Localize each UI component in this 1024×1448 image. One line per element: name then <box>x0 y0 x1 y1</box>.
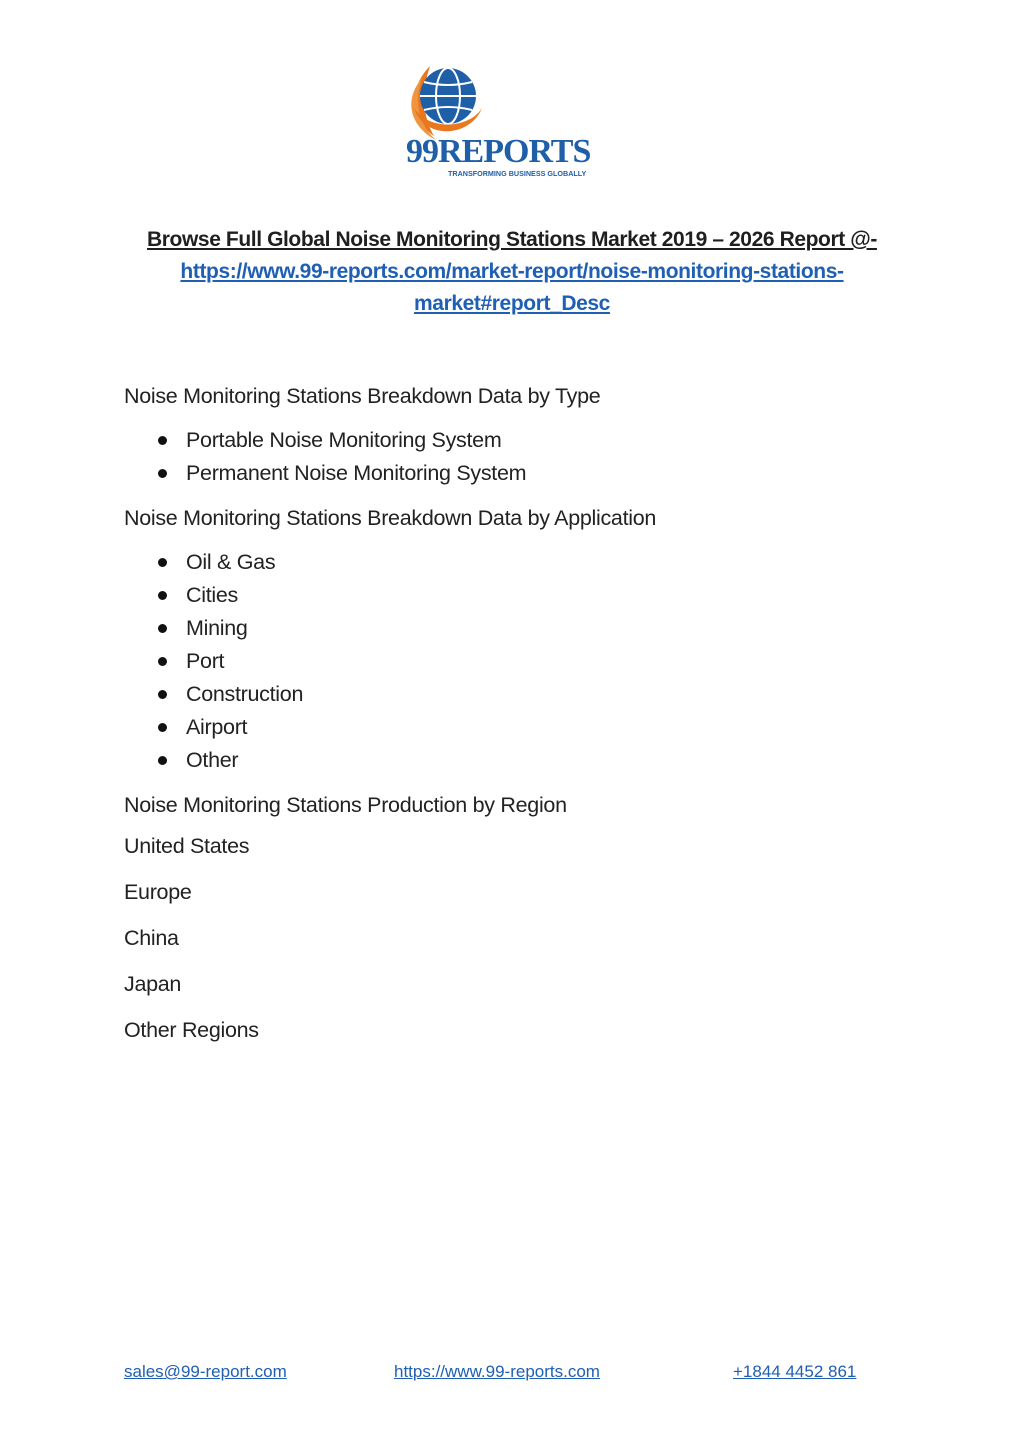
list-item <box>124 744 904 777</box>
list-item-text: Construction <box>186 682 304 706</box>
bullet-icon <box>158 690 167 699</box>
bullet-icon <box>158 436 167 445</box>
report-url-line-2: market#report_Desc <box>414 292 610 315</box>
footer-email-link[interactable]: sales@99-report.com <box>124 1362 287 1381</box>
bullet-icon <box>158 591 167 600</box>
list-item <box>124 711 904 744</box>
type-list <box>124 424 904 490</box>
bullet-icon <box>158 624 167 633</box>
list-item <box>124 424 904 457</box>
list-item <box>124 678 904 711</box>
list-item-text: Permanent Noise Monitoring System <box>186 461 527 485</box>
region-item: Other Regions <box>124 1018 259 1042</box>
list-item-text: Cities <box>186 583 238 607</box>
list-item <box>124 645 904 678</box>
list-item-text: Airport <box>186 715 248 739</box>
report-url-link[interactable] <box>180 260 843 315</box>
list-item-text: Oil & Gas <box>186 550 276 574</box>
bullet-icon <box>158 469 167 478</box>
region-item: United States <box>124 834 250 858</box>
bullet-icon <box>158 756 167 765</box>
application-section-heading: Noise Monitoring Stations Breakdown Data by Application <box>124 506 657 530</box>
globe-logo-icon <box>400 58 630 188</box>
heading-lead-text: Browse Full Global Noise Monitoring Stations Market 2019 – 2026 Report @- <box>147 228 877 251</box>
region-section-heading: Noise Monitoring Stations Production by Region <box>124 793 567 817</box>
page-footer <box>124 1362 904 1390</box>
logo-tagline: TRANSFORMING BUSINESS GLOBALLY <box>448 169 587 178</box>
type-section-heading: Noise Monitoring Stations Breakdown Data by Type <box>124 384 601 408</box>
report-link-heading <box>110 224 914 320</box>
list-item <box>124 612 904 645</box>
list-item-text: Portable Noise Monitoring System <box>186 428 502 452</box>
bullet-icon <box>158 657 167 666</box>
report-url-line-1: https://www.99-reports.com/market-report/noise-monitoring-stations- <box>180 260 844 283</box>
application-list <box>124 546 904 777</box>
logo-wordmark: 99REPORTS <box>406 133 591 170</box>
list-item-text: Mining <box>186 616 248 640</box>
region-item: Europe <box>124 880 192 904</box>
list-item-text: Port <box>186 649 225 673</box>
footer-website-link[interactable]: https://www.99-reports.com <box>394 1362 600 1381</box>
region-item: China <box>124 926 179 950</box>
region-item: Japan <box>124 972 182 996</box>
document-body <box>124 378 904 1053</box>
company-logo <box>400 58 630 188</box>
bullet-icon <box>158 558 167 567</box>
list-item <box>124 457 904 490</box>
list-item <box>124 546 904 579</box>
list-item <box>124 579 904 612</box>
list-item-text: Other <box>186 748 239 772</box>
bullet-icon <box>158 723 167 732</box>
footer-phone-link[interactable]: +1844 4452 861 <box>733 1362 857 1381</box>
